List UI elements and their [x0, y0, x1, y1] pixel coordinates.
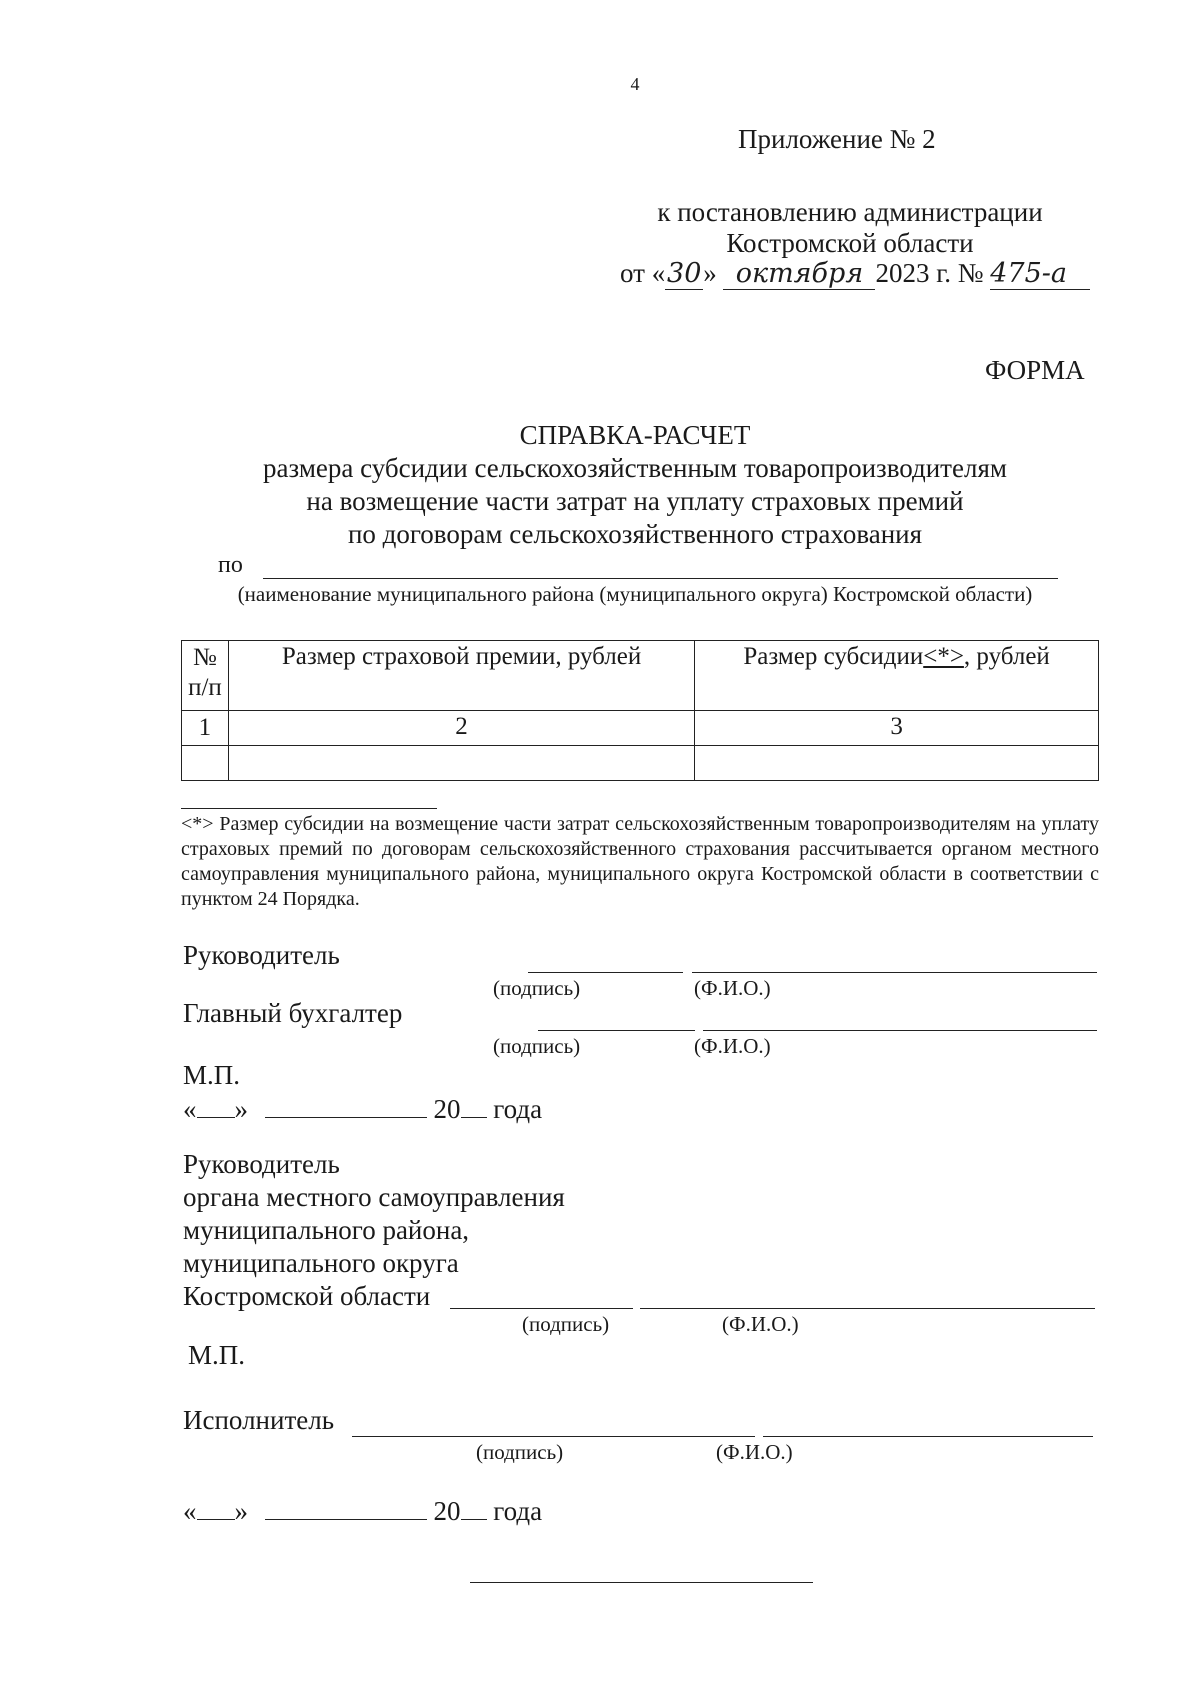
col-number-2: 2 — [228, 711, 694, 746]
local-head-line: муниципального округа — [183, 1248, 459, 1278]
executor-signature-line[interactable] — [352, 1436, 755, 1437]
year-label: 20 — [433, 1094, 461, 1124]
date-line-2 — [183, 1496, 542, 1527]
year-blank[interactable] — [461, 1117, 487, 1118]
executor-signature-hint: (подпись) — [476, 1440, 564, 1464]
accountant-signature-line[interactable] — [538, 1030, 695, 1031]
head-name-hint: (Ф.И.О.) — [694, 976, 771, 1000]
local-head-line: Руководитель — [183, 1149, 340, 1179]
table-header-row — [182, 641, 1099, 711]
table-cell[interactable] — [228, 746, 694, 781]
municipality-hint: (наименование муниципального района (муниципального округа) Костромской области) — [237, 582, 1033, 606]
local-head-signature-hint: (подпись) — [522, 1312, 610, 1336]
form-label: ФОРМА — [985, 355, 1085, 385]
appendix-title: Приложение № 2 — [738, 124, 936, 154]
date-prefix: от « — [620, 258, 666, 288]
executor-name-hint: (Ф.И.О.) — [716, 1440, 793, 1464]
local-head-line: органа местного самоуправления — [183, 1182, 565, 1212]
date-line-1 — [183, 1094, 542, 1125]
head-signature-hint: (подпись) — [493, 976, 581, 1000]
local-head-line: муниципального района, — [183, 1215, 470, 1245]
date-open: « — [183, 1094, 197, 1124]
date-open: « — [183, 1496, 197, 1526]
calculation-table — [181, 640, 1099, 781]
header-premium: Размер страховой премии, рублей — [228, 641, 694, 711]
page-number: 4 — [630, 74, 640, 94]
footnote-divider — [181, 808, 437, 809]
date-close: » — [234, 1094, 248, 1124]
year-suffix: года — [493, 1496, 543, 1526]
local-head-line: Костромской области — [183, 1281, 431, 1311]
col-number-1: 1 — [182, 711, 229, 746]
year-suffix: года — [493, 1094, 543, 1124]
year-label: 20 — [433, 1496, 461, 1526]
head-label: Руководитель — [183, 940, 340, 970]
document-subtitle-line2: на возмещение части затрат на уплату страховых премий — [306, 486, 964, 516]
document-subtitle-line3: по договорам сельскохозяйственного страхования — [347, 519, 923, 549]
date-year: 2023 г. № — [875, 258, 984, 288]
table-numbering-row — [182, 711, 1099, 746]
header-subsidy — [695, 641, 1099, 711]
table-row — [182, 746, 1099, 781]
head-signature-line[interactable] — [528, 972, 683, 973]
header-subsidy-label: Размер субсидии — [743, 643, 924, 670]
stamp-label-2: М.П. — [188, 1340, 246, 1370]
accountant-name-hint: (Ф.И.О.) — [694, 1034, 771, 1058]
local-head-name-hint: (Ф.И.О.) — [722, 1312, 799, 1336]
footnote: <*> Размер субсидии на возмещение части затрат сельскохозяйственным товаропроизводителям на уплату страховых премий по договорам сельскохозяйственного страхования рассчитывается органом местного самоуправления муниципального района, муниципального округа Костромской области в соответствии с пунктом 24 Порядка. — [181, 813, 1099, 910]
appendix-region: Костромской области — [726, 228, 974, 258]
date-month: октября — [723, 259, 875, 290]
head-name-line[interactable] — [692, 972, 1097, 973]
local-head-name-line[interactable] — [640, 1308, 1095, 1309]
executor-name-line[interactable] — [763, 1436, 1093, 1437]
month-blank[interactable] — [265, 1519, 427, 1520]
municipality-fill-line — [263, 578, 1058, 579]
document-title: СПРАВКА-РАСЧЕТ — [519, 420, 751, 450]
local-head-block — [183, 1148, 565, 1313]
table-cell[interactable] — [182, 746, 229, 781]
stamp-label: М.П. — [183, 1060, 241, 1090]
po-label: по — [218, 552, 243, 578]
document-subtitle-line1: размера субсидии сельскохозяйственным товаропроизводителям — [263, 453, 1007, 483]
footnote-mark: <*> — [923, 643, 964, 670]
executor-label: Исполнитель — [183, 1405, 335, 1435]
accountant-name-line[interactable] — [703, 1030, 1097, 1031]
date-close: » — [234, 1496, 248, 1526]
header-subsidy-unit: , рублей — [963, 643, 1050, 670]
appendix-date-line — [620, 258, 1090, 290]
month-blank[interactable] — [265, 1117, 427, 1118]
date-mid: » — [703, 258, 717, 288]
local-head-signature-line[interactable] — [450, 1308, 633, 1309]
day-blank[interactable] — [197, 1519, 235, 1520]
table-cell[interactable] — [695, 746, 1099, 781]
closing-divider — [470, 1582, 813, 1583]
appendix-resolution: к постановлению администрации — [657, 197, 1043, 227]
header-number: № п/п — [182, 641, 229, 711]
col-number-3: 3 — [695, 711, 1099, 746]
date-day: 30 — [667, 258, 702, 289]
resolution-number: 475-а — [990, 259, 1090, 290]
accountant-signature-hint: (подпись) — [493, 1034, 581, 1058]
chief-accountant-label: Главный бухгалтер — [183, 998, 403, 1028]
year-blank[interactable] — [461, 1519, 487, 1520]
day-blank[interactable] — [197, 1117, 235, 1118]
